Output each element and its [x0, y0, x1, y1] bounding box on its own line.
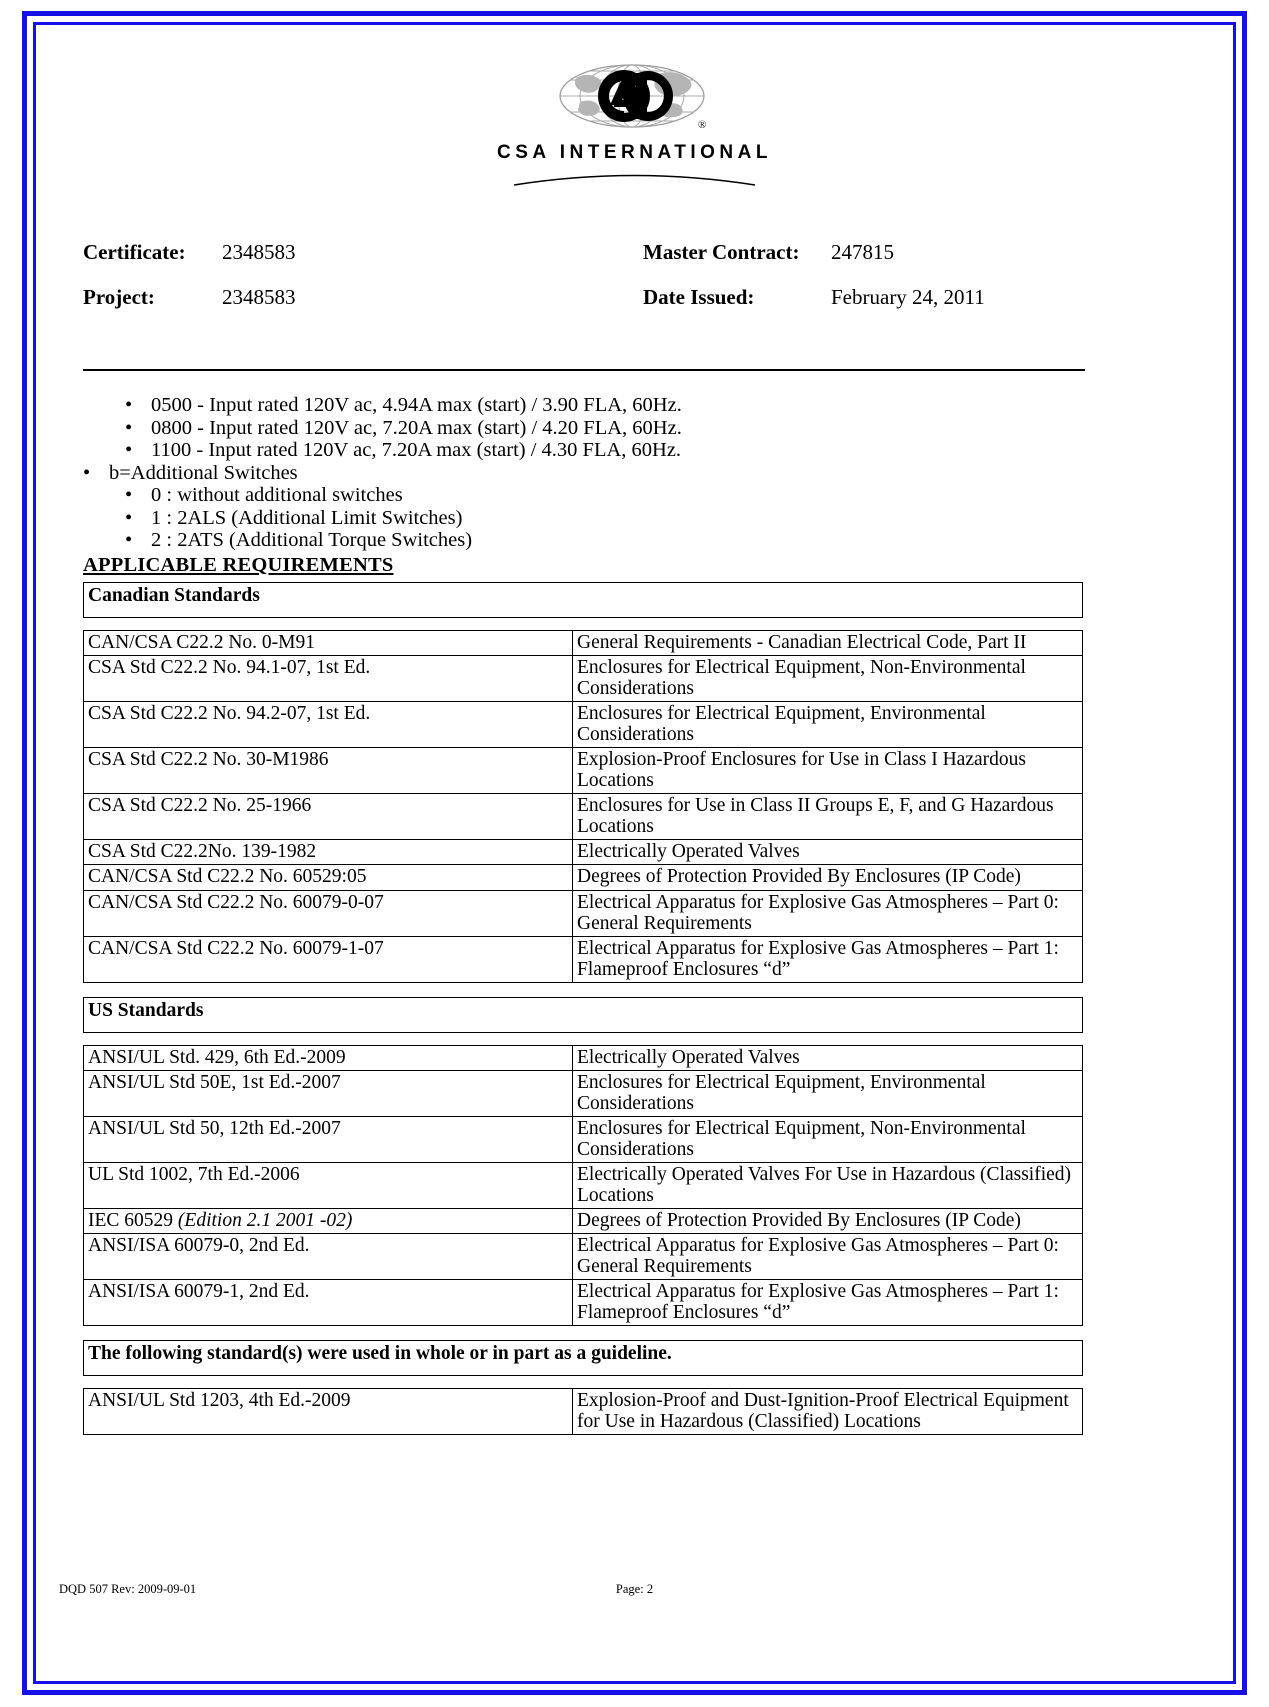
table-row: [84, 1116, 1083, 1162]
standard-reference-cell: [84, 1070, 573, 1116]
section-spacer: [83, 1376, 1083, 1388]
header-row-1: [83, 240, 1085, 265]
standard-reference-text: CAN/CSA Std C22.2 No. 60079-0-07: [88, 891, 384, 913]
section-spacer: [83, 1326, 1083, 1340]
footer-document-code: DQD 507 Rev: 2009-09-01: [59, 1582, 197, 1596]
standard-description-cell: Electrically Operated Valves For Use in Hazardous (Classified) Locations: [573, 1162, 1083, 1208]
csa-wordmark: CSA INTERNATIONAL: [497, 142, 772, 163]
page-section-title: APPLICABLE REQUIREMENTS: [83, 554, 394, 576]
standard-description-cell: Enclosures for Electrical Equipment, Environmental Considerations: [573, 702, 1083, 748]
standards-band-canadian: [83, 582, 1083, 618]
standard-description-cell: Enclosures for Electrical Equipment, Non-Environmental Considerations: [573, 656, 1083, 702]
standard-description-cell: General Requirements - Canadian Electrical Code, Part II: [573, 631, 1083, 656]
standard-reference-cell: [84, 840, 573, 865]
standard-reference-cell: [84, 1162, 573, 1208]
standard-reference-text: ANSI/UL Std. 429, 6th Ed.-2009: [88, 1046, 346, 1068]
standards-band-guideline: [83, 1340, 1083, 1376]
standard-reference-cell: [84, 794, 573, 840]
standard-description-cell: Electrical Apparatus for Explosive Gas Atmospheres – Part 1: Flameproof Enclosures “d”: [573, 936, 1083, 982]
table-row: [84, 1280, 1083, 1326]
standard-reference-cell: [84, 1389, 573, 1435]
master-contract-field: [643, 240, 1085, 265]
band-row: [84, 1341, 1083, 1376]
band-row: [84, 997, 1083, 1032]
bullet-item: [83, 507, 1143, 530]
bullet-item: [83, 417, 1143, 440]
bullet-item: [83, 439, 1143, 462]
standard-reference-text: ANSI/UL Std 50, 12th Ed.-2007: [88, 1117, 341, 1139]
standard-description-cell: Electrical Apparatus for Explosive Gas Atmospheres – Part 1: Flameproof Enclosures “d”: [573, 1280, 1083, 1326]
band-row: [84, 583, 1083, 618]
table-row: [84, 748, 1083, 794]
table-row: [84, 1234, 1083, 1280]
standard-description-cell: Degrees of Protection Provided By Enclosures (IP Code): [573, 865, 1083, 890]
bullet-text: 1100 - Input rated 120V ac, 7.20A max (start) / 4.30 FLA, 60Hz.: [151, 439, 682, 462]
certificate-page: [47, 36, 1222, 1670]
section-spacer: [83, 1033, 1083, 1045]
standard-description-cell: Electrically Operated Valves: [573, 840, 1083, 865]
date-issued-label: Date Issued:: [643, 285, 755, 309]
header-row-2: [83, 285, 1085, 310]
bullet-item: [83, 394, 1143, 417]
table-row: [84, 865, 1083, 890]
footer-page-number: Page: 2: [615, 1582, 654, 1596]
csa-logo-block: [47, 60, 1222, 186]
bullet-marker-icon: •: [125, 529, 133, 552]
certificate-label: Certificate:: [83, 240, 186, 264]
master-contract-value: 247815: [831, 240, 894, 264]
project-value: 2348583: [222, 285, 296, 309]
logo-swoosh-divider-icon: [512, 170, 757, 186]
standard-reference-text: CSA Std C22.2 No. 94.2-07, 1st Ed.: [88, 703, 371, 725]
standard-description-cell: Explosion-Proof Enclosures for Use in Class I Hazardous Locations: [573, 748, 1083, 794]
bullet-text: 0800 - Input rated 120V ac, 7.20A max (start) / 4.20 FLA, 60Hz.: [151, 416, 682, 439]
standard-reference-text: ANSI/UL Std 50E, 1st Ed.-2007: [88, 1071, 341, 1093]
csa-globe-logo-icon: [540, 60, 730, 140]
standard-reference-text: UL Std 1002, 7th Ed.-2006: [88, 1163, 300, 1185]
table-row: [84, 936, 1083, 982]
standards-tables: [83, 582, 1083, 1435]
bullet-text: b=Additional Switches: [109, 461, 298, 484]
standards-band-us: [83, 997, 1083, 1033]
table-row: [84, 794, 1083, 840]
standard-description-cell: Enclosures for Use in Class II Groups E, F, and G Hazardous Locations: [573, 794, 1083, 840]
bullet-text: 2 : 2ATS (Additional Torque Switches): [151, 529, 473, 552]
standard-reference-cell: [84, 890, 573, 936]
table-row: [84, 840, 1083, 865]
bullet-marker-icon: •: [125, 416, 133, 439]
standard-description-cell: Enclosures for Electrical Equipment, Non-Environmental Considerations: [573, 1116, 1083, 1162]
band-title: Canadian Standards: [84, 583, 1083, 618]
bullet-item: [83, 529, 1143, 552]
bullet-text: 0500 - Input rated 120V ac, 4.94A max (start) / 3.90 FLA, 60Hz.: [151, 394, 682, 416]
bullet-item: [83, 462, 1143, 485]
table-row: [84, 631, 1083, 656]
standards-table-us: [83, 1045, 1083, 1327]
section-spacer: [83, 983, 1083, 997]
table-row: [84, 656, 1083, 702]
standard-reference-text: CAN/CSA C22.2 No. 0-M91: [88, 632, 315, 653]
certificate-field: [83, 240, 643, 265]
bullet-text: 0 : without additional switches: [151, 484, 403, 507]
bullet-text: 1 : 2ALS (Additional Limit Switches): [151, 506, 463, 529]
table-row: [84, 1070, 1083, 1116]
table-row: [84, 1209, 1083, 1234]
standard-reference-cell: [84, 631, 573, 656]
specification-bullet-list: [83, 394, 1143, 552]
standard-reference-text: CSA Std C22.2No. 139-1982: [88, 841, 317, 863]
standard-description-cell: Degrees of Protection Provided By Enclosures (IP Code): [573, 1209, 1083, 1234]
bullet-marker-icon: •: [125, 506, 133, 529]
standard-reference-text: CAN/CSA Std C22.2 No. 60529:05: [88, 866, 367, 888]
standard-reference-text: ANSI/UL Std 1203, 4th Ed.-2009: [88, 1390, 351, 1412]
standard-reference-text: CSA Std C22.2 No. 30-M1986: [88, 749, 329, 771]
standard-reference-cell: [84, 1234, 573, 1280]
bullet-item: [83, 484, 1143, 507]
bullet-marker-icon: •: [125, 484, 133, 507]
table-row: [84, 1162, 1083, 1208]
standard-description-cell: Explosion-Proof and Dust-Ignition-Proof Electrical Equipment for Use in Hazardous (Classified) Locations: [573, 1389, 1083, 1435]
bullet-marker-icon: •: [83, 461, 91, 484]
header-divider-rule: [83, 369, 1085, 371]
standard-reference-cell: [84, 656, 573, 702]
master-contract-label: Master Contract:: [643, 240, 800, 264]
standard-reference-cell: [84, 702, 573, 748]
standards-table-canadian: [83, 630, 1083, 983]
table-row: [84, 1045, 1083, 1070]
standard-reference-cell: [84, 1116, 573, 1162]
project-label: Project:: [83, 285, 155, 309]
standard-description-cell: Electrical Apparatus for Explosive Gas Atmospheres – Part 0: General Requirements: [573, 1234, 1083, 1280]
table-row: [84, 1389, 1083, 1435]
bullet-marker-icon: •: [125, 439, 133, 462]
certificate-value: 2348583: [222, 240, 296, 264]
standard-description-cell: Electrical Apparatus for Explosive Gas Atmospheres – Part 0: General Requirements: [573, 890, 1083, 936]
date-issued-field: [643, 285, 1085, 310]
standard-reference-text: IEC 60529: [88, 1210, 178, 1232]
standard-reference-cell: [84, 748, 573, 794]
standard-reference-text: CSA Std C22.2 No. 94.1-07, 1st Ed.: [88, 657, 371, 679]
standard-reference-cell: [84, 1209, 573, 1234]
standard-reference-cell: [84, 865, 573, 890]
standard-reference-text: ANSI/ISA 60079-1, 2nd Ed.: [88, 1281, 310, 1303]
standard-reference-edition: (Edition 2.1 2001 -02): [177, 1210, 353, 1232]
standard-reference-cell: [84, 1045, 573, 1070]
band-title: The following standard(s) were used in whole or in part as a guideline.: [84, 1341, 1083, 1376]
section-spacer: [83, 618, 1083, 630]
table-row: [84, 702, 1083, 748]
project-field: [83, 285, 643, 310]
standard-reference-cell: [84, 1280, 573, 1326]
date-issued-value: February 24, 2011: [831, 285, 985, 309]
standard-reference-cell: [84, 936, 573, 982]
standard-reference-text: CAN/CSA Std C22.2 No. 60079-1-07: [88, 937, 384, 959]
standard-reference-text: ANSI/ISA 60079-0, 2nd Ed.: [88, 1235, 310, 1257]
certificate-header-fields: [83, 240, 1085, 330]
band-title: US Standards: [84, 997, 1083, 1032]
registered-trademark-symbol: ®: [697, 119, 706, 131]
standard-description-cell: Electrically Operated Valves: [573, 1045, 1083, 1070]
standard-reference-text: CSA Std C22.2 No. 25-1966: [88, 795, 312, 817]
standards-table-guideline: [83, 1388, 1083, 1435]
standard-description-cell: Enclosures for Electrical Equipment, Environmental Considerations: [573, 1070, 1083, 1116]
bullet-marker-icon: •: [125, 394, 133, 416]
table-row: [84, 890, 1083, 936]
